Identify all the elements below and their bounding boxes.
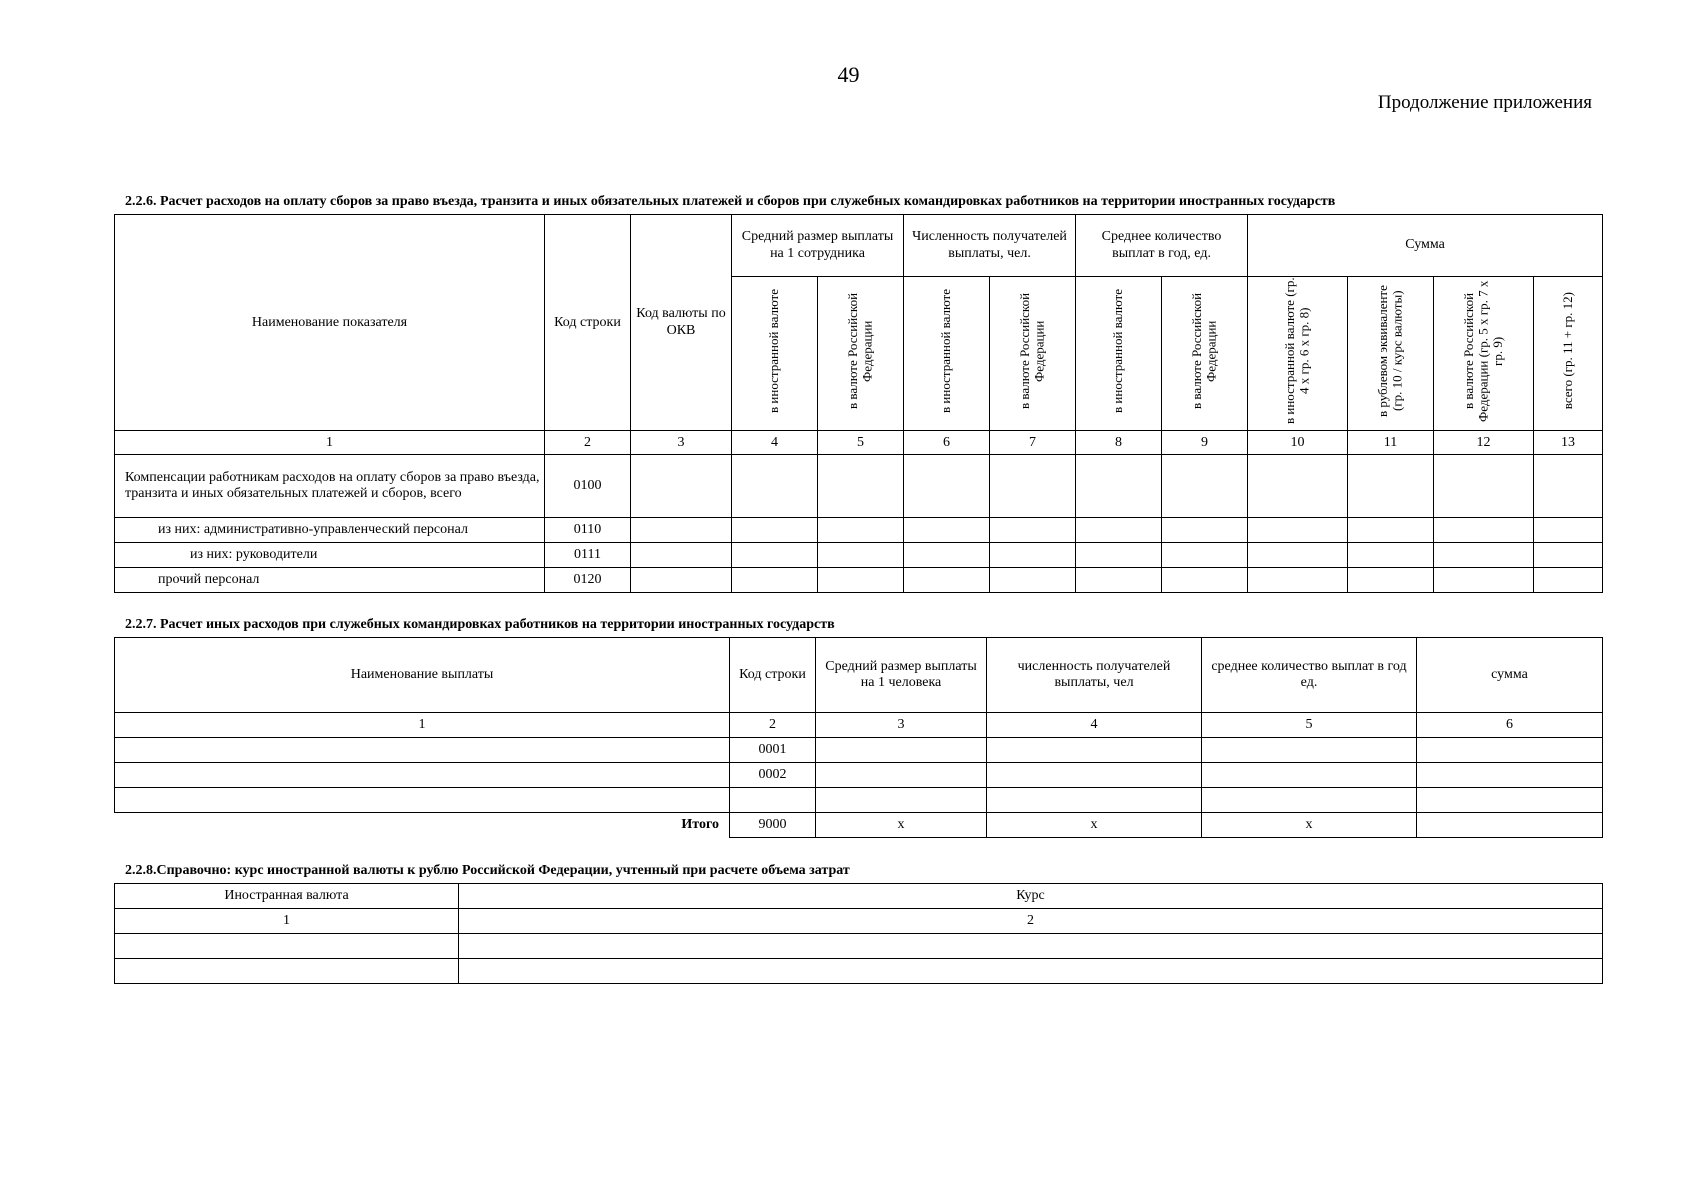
- header-recipients-count: Численность получателей выплаты, чел.: [904, 215, 1076, 277]
- cell[interactable]: [990, 518, 1076, 543]
- subheader-11: [1348, 277, 1434, 431]
- table-row: [115, 455, 1603, 518]
- cell[interactable]: [1348, 568, 1434, 593]
- cell[interactable]: [987, 763, 1202, 788]
- subheader-label: в иностранной валюте: [938, 289, 954, 413]
- col-num: 10: [1248, 431, 1348, 455]
- table-row: [115, 763, 1603, 788]
- section-226-title: 2.2.6. Расчет расходов на оплату сборов за право въезда, транзита и иных обязательных платежей и сборов при служебных командировках работников на территории иностранных государств: [125, 194, 1336, 209]
- col-num: 4: [732, 431, 818, 455]
- subheader-label: в рублевом эквиваленте (гр. 10 / курс валюты): [1374, 285, 1405, 417]
- page-number: 49: [837, 62, 860, 87]
- subheader-4: [732, 277, 818, 431]
- table-row: [115, 788, 1603, 813]
- total-x: х: [816, 813, 987, 838]
- col-num: 4: [987, 713, 1202, 738]
- cell[interactable]: [1348, 455, 1434, 518]
- col-num: 8: [1076, 431, 1162, 455]
- cell[interactable]: [732, 455, 818, 518]
- col-num: 3: [816, 713, 987, 738]
- col-num: 3: [631, 431, 732, 455]
- subheader-label: в иностранной валюте: [1110, 289, 1126, 413]
- subheader-5: [818, 277, 904, 431]
- col-num: 1: [115, 909, 459, 934]
- col-num: 6: [904, 431, 990, 455]
- subheader-13: [1534, 277, 1603, 431]
- cell[interactable]: [1534, 518, 1603, 543]
- cell[interactable]: [1202, 763, 1417, 788]
- col-num: 1: [115, 713, 730, 738]
- cell[interactable]: [115, 763, 730, 788]
- section-228-title: 2.2.8.Справочно: курс иностранной валюты к рублю Российской Федерации, учтенный при расчете объема затрат: [125, 863, 850, 878]
- cell[interactable]: [1534, 543, 1603, 568]
- cell[interactable]: [816, 738, 987, 763]
- row-name: прочий персонал: [115, 568, 545, 593]
- cell[interactable]: [990, 568, 1076, 593]
- row-code: [730, 788, 816, 813]
- cell[interactable]: [818, 455, 904, 518]
- table-row: [115, 568, 1603, 593]
- cell[interactable]: [732, 568, 818, 593]
- table-row: [115, 738, 1603, 763]
- cell[interactable]: [1248, 543, 1348, 568]
- cell[interactable]: [631, 543, 732, 568]
- subheader-8: [1076, 277, 1162, 431]
- header-rate: Курс: [459, 884, 1603, 909]
- col-num: 2: [545, 431, 631, 455]
- total-x: х: [987, 813, 1202, 838]
- header-payments-per-year: среднее количество выплат в год ед.: [1202, 638, 1417, 713]
- col-num: 6: [1417, 713, 1603, 738]
- col-num: 2: [730, 713, 816, 738]
- cell[interactable]: [1162, 455, 1248, 518]
- col-num: 13: [1534, 431, 1603, 455]
- cell[interactable]: [1417, 788, 1603, 813]
- cell[interactable]: [990, 543, 1076, 568]
- cell[interactable]: [1076, 568, 1162, 593]
- header-payment-name: Наименование выплаты: [115, 638, 730, 713]
- column-number-row: [115, 909, 1603, 934]
- header-sum: сумма: [1417, 638, 1603, 713]
- cell[interactable]: [459, 934, 1603, 959]
- cell[interactable]: [1162, 568, 1248, 593]
- table-row: [115, 959, 1603, 984]
- subheader-label: всего (гр. 11 + гр. 12): [1559, 292, 1575, 410]
- table-226: [114, 214, 1603, 593]
- header-foreign-currency: Иностранная валюта: [115, 884, 459, 909]
- cell[interactable]: [1248, 518, 1348, 543]
- cell[interactable]: [1076, 518, 1162, 543]
- cell[interactable]: [1434, 518, 1534, 543]
- row-code: 0111: [545, 543, 631, 568]
- total-code: 9000: [730, 813, 816, 838]
- cell[interactable]: [1434, 543, 1534, 568]
- cell[interactable]: [732, 518, 818, 543]
- subheader-label: в валюте Российской Федерации: [1016, 292, 1047, 410]
- col-num: 11: [1348, 431, 1434, 455]
- subheader-label: в валюте Российской Федерации: [1188, 292, 1219, 410]
- header-avg-payment: Средний размер выплаты на 1 человека: [816, 638, 987, 713]
- subheader-7: [990, 277, 1076, 431]
- row-code: 0110: [545, 518, 631, 543]
- row-name: из них: руководители: [115, 543, 545, 568]
- total-label: Итого: [115, 813, 730, 838]
- cell[interactable]: [1534, 568, 1603, 593]
- row-name: из них: административно-управленческий персонал: [115, 518, 545, 543]
- row-code: 0120: [545, 568, 631, 593]
- col-num: 12: [1434, 431, 1534, 455]
- total-x: х: [1202, 813, 1417, 838]
- col-num: 1: [115, 431, 545, 455]
- subheader-label: в валюте Российской Федерации (гр. 5 х гр. 7 х гр. 9): [1460, 280, 1505, 422]
- total-row: [115, 813, 1603, 838]
- header-recipients-count: численность получателей выплаты, чел: [987, 638, 1202, 713]
- subheader-12: [1434, 277, 1534, 431]
- cell[interactable]: [904, 568, 990, 593]
- cell[interactable]: [904, 543, 990, 568]
- header-avg-payment: Средний размер выплаты на 1 сотрудника: [732, 215, 904, 277]
- cell[interactable]: [1248, 568, 1348, 593]
- cell[interactable]: [904, 455, 990, 518]
- cell[interactable]: [1534, 455, 1603, 518]
- cell[interactable]: [1202, 788, 1417, 813]
- col-num: 5: [818, 431, 904, 455]
- cell[interactable]: [1434, 568, 1534, 593]
- cell[interactable]: [1348, 543, 1434, 568]
- cell[interactable]: [987, 738, 1202, 763]
- cell[interactable]: [631, 455, 732, 518]
- col-num: 7: [990, 431, 1076, 455]
- row-code: 0002: [730, 763, 816, 788]
- header-indicator-name: Наименование показателя: [115, 215, 545, 431]
- section-227-title: 2.2.7. Расчет иных расходов при служебных командировках работников на территории иностранных государств: [125, 617, 835, 632]
- cell[interactable]: [990, 455, 1076, 518]
- row-name: Компенсации работникам расходов на оплату сборов за право въезда, транзита и иных обязательных платежей и сборов, всего: [115, 455, 545, 518]
- table-227: [114, 637, 1603, 838]
- cell[interactable]: [1434, 455, 1534, 518]
- cell[interactable]: [1417, 763, 1603, 788]
- header-row-code: Код строки: [545, 215, 631, 431]
- cell[interactable]: [115, 934, 459, 959]
- table-228: [114, 883, 1603, 984]
- header-row-code: Код строки: [730, 638, 816, 713]
- cell[interactable]: [818, 568, 904, 593]
- cell[interactable]: [816, 763, 987, 788]
- continuation-note: Продолжение приложения: [1377, 92, 1592, 113]
- total-sum[interactable]: [1417, 813, 1603, 838]
- cell[interactable]: [1162, 518, 1248, 543]
- cell[interactable]: [115, 738, 730, 763]
- subheader-6: [904, 277, 990, 431]
- header-currency-code: Код валюты по ОКВ: [631, 215, 732, 431]
- cell[interactable]: [459, 959, 1603, 984]
- subheader-10: [1248, 277, 1348, 431]
- column-number-row: [115, 431, 1603, 455]
- cell[interactable]: [816, 788, 987, 813]
- column-number-row: [115, 713, 1603, 738]
- subheader-label: в валюте Российской Федерации: [844, 292, 875, 410]
- table-row: [115, 934, 1603, 959]
- cell[interactable]: [818, 543, 904, 568]
- cell[interactable]: [1162, 543, 1248, 568]
- subheader-9: [1162, 277, 1248, 431]
- row-code: 0001: [730, 738, 816, 763]
- table-row: [115, 518, 1603, 543]
- subheader-label: в иностранной валюте (гр. 4 х гр. 6 х гр. 8): [1281, 277, 1312, 425]
- cell[interactable]: [1076, 455, 1162, 518]
- col-num: 2: [459, 909, 1603, 934]
- cell[interactable]: [1417, 738, 1603, 763]
- table-row: [115, 543, 1603, 568]
- subheader-label: в иностранной валюте: [766, 289, 782, 413]
- cell[interactable]: [987, 788, 1202, 813]
- cell[interactable]: [1248, 455, 1348, 518]
- cell[interactable]: [115, 959, 459, 984]
- row-code: 0100: [545, 455, 631, 518]
- cell[interactable]: [1348, 518, 1434, 543]
- col-num: 9: [1162, 431, 1248, 455]
- cell[interactable]: [631, 568, 732, 593]
- cell[interactable]: [732, 543, 818, 568]
- cell[interactable]: [1202, 738, 1417, 763]
- cell[interactable]: [1076, 543, 1162, 568]
- cell[interactable]: [818, 518, 904, 543]
- cell[interactable]: [631, 518, 732, 543]
- cell[interactable]: [115, 788, 730, 813]
- cell[interactable]: [904, 518, 990, 543]
- col-num: 5: [1202, 713, 1417, 738]
- header-sum: Сумма: [1248, 215, 1603, 277]
- header-payments-per-year: Среднее количество выплат в год, ед.: [1076, 215, 1248, 277]
